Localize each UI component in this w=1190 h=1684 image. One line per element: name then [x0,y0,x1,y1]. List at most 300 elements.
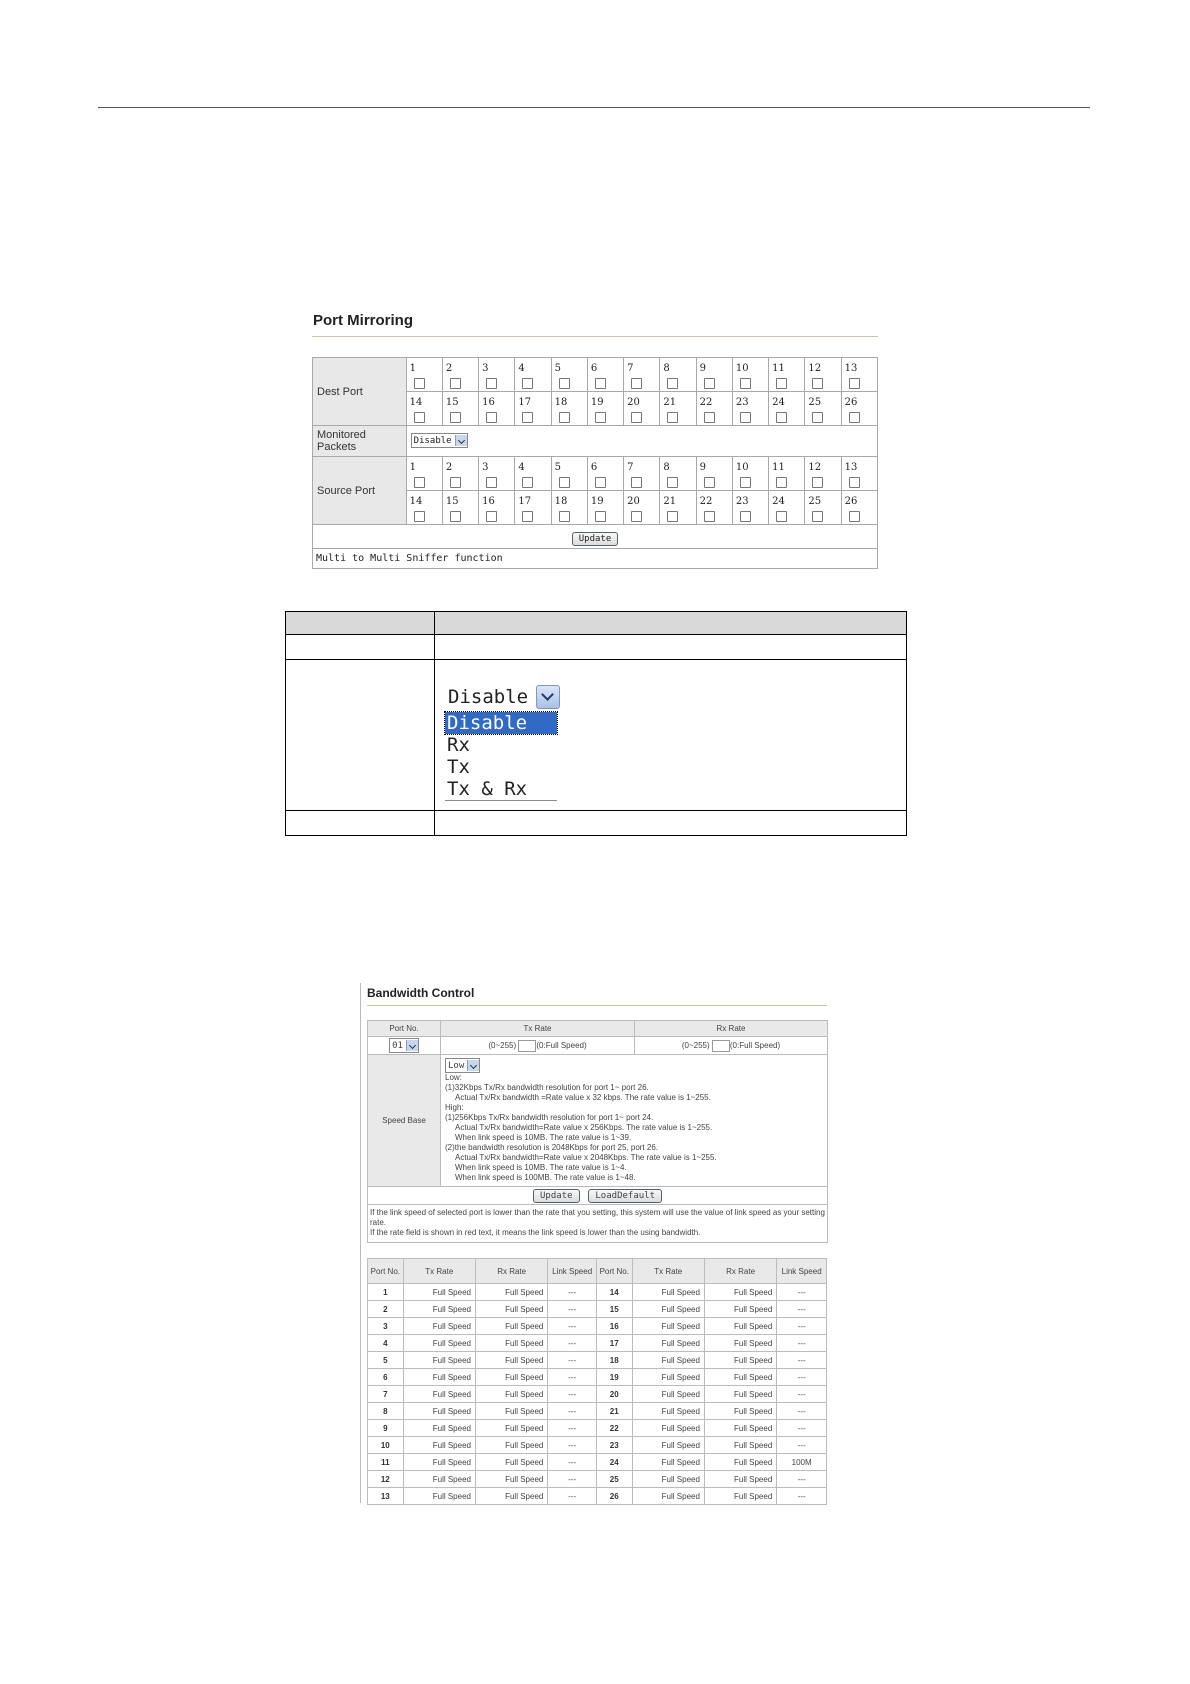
port-no-cell: 1 [368,1284,404,1301]
port-number: 24 [772,397,785,408]
port-cell [551,358,587,392]
port-number: 24 [772,496,785,507]
bandwidth-note [368,1205,828,1243]
port-cell [587,457,623,491]
speed-base-line: Actual Tx/Rx bandwidth=Rate value x 256Kbps. The rate value is 1~255. [455,1123,713,1132]
port-cell [660,358,696,392]
header-tx-rate: Tx Rate [441,1021,635,1037]
table-row [368,1369,827,1386]
port-cell [515,457,551,491]
page-header-rule [98,107,1090,108]
link-speed-cell: --- [777,1488,827,1505]
rate-cell: Full Speed [632,1352,704,1369]
port-number: 17 [518,496,532,507]
port-number: 9 [699,363,707,374]
rate-cell: Full Speed [632,1488,704,1505]
source-port-label: Source Port [313,457,407,525]
port-mirroring-panel [312,312,878,569]
port-number: 12 [808,363,822,374]
port-cell [805,457,841,491]
port-row [313,358,878,392]
port-cell [696,392,732,426]
port-mirroring-title: Port Mirroring [313,312,413,329]
source-port-checkbox[interactable] [595,477,606,488]
port-number: 6 [590,462,598,473]
rx-rate-input[interactable] [712,1040,730,1052]
link-speed-cell: --- [777,1318,827,1335]
dest-port-checkbox[interactable] [631,378,642,389]
port-number: 12 [808,462,822,473]
port-number: 15 [445,397,459,408]
rate-cell: Full Speed [632,1471,704,1488]
rate-cell: Full Speed [475,1471,547,1488]
port-number: 9 [699,462,707,473]
port-cell [587,491,623,525]
table-row [368,1318,827,1335]
source-port-checkbox[interactable] [667,477,678,488]
rate-cell: Full Speed [475,1284,547,1301]
table-row [368,1471,827,1488]
port-cell [696,457,732,491]
link-speed-cell: --- [548,1454,597,1471]
port-no-cell: 13 [368,1488,404,1505]
port-number: 21 [663,496,677,507]
port-cell [442,392,478,426]
rate-cell: Full Speed [704,1386,776,1403]
port-no-cell: 22 [596,1420,632,1437]
port-cell [624,457,660,491]
source-port-checkbox[interactable] [631,511,642,522]
rate-cell: Full Speed [704,1437,776,1454]
source-port-checkbox[interactable] [740,511,751,522]
rate-cell: Full Speed [632,1335,704,1352]
port-no-cell: 2 [368,1301,404,1318]
port-number: 18 [554,496,568,507]
port-number: 16 [482,397,495,408]
link-speed-cell: --- [548,1318,597,1335]
port-no-cell: 24 [596,1454,632,1471]
source-port-checkbox[interactable] [414,511,425,522]
source-port-checkbox[interactable] [631,477,642,488]
chevron-down-icon[interactable] [536,685,560,709]
port-cell [406,392,442,426]
stats-header: Link Speed [777,1259,827,1284]
source-port-checkbox[interactable] [450,511,461,522]
bandwidth-control-title: Bandwidth Control [367,986,475,1000]
speed-base-label: Speed Base [368,1055,441,1187]
speed-base-line: Low: [445,1073,462,1082]
link-speed-cell: --- [548,1335,597,1352]
speed-base-line: Actual Tx/Rx bandwidth=Rate value x 2048Kbps. The rate value is 1~255. [455,1153,717,1162]
dest-port-checkbox[interactable] [812,378,823,389]
rate-cell: Full Speed [704,1318,776,1335]
dest-port-checkbox[interactable] [450,378,461,389]
title-rule [312,336,878,337]
source-port-checkbox[interactable] [522,477,533,488]
link-speed-cell: --- [548,1420,597,1437]
port-number: 7 [627,363,634,374]
dest-port-checkbox[interactable] [776,378,787,389]
port-number: 6 [590,363,598,374]
rate-cell: Full Speed [475,1352,547,1369]
dest-port-checkbox[interactable] [667,378,678,389]
port-no-cell: 17 [596,1335,632,1352]
stats-header: Port No. [368,1259,404,1284]
rate-cell: Full Speed [403,1318,475,1335]
port-number: 4 [518,462,525,473]
port-number: 4 [518,363,525,374]
port-cell [587,358,623,392]
table-row [368,1403,827,1420]
port-no-cell: 6 [368,1369,404,1386]
link-speed-cell: --- [548,1471,597,1488]
dest-port-checkbox[interactable] [776,412,787,423]
link-speed-cell: --- [548,1369,597,1386]
port-number: 2 [445,363,453,374]
dropdown-options [445,712,557,801]
rate-cell: Full Speed [704,1420,776,1437]
chevron-down-icon [467,1060,479,1071]
table-row [368,1437,827,1454]
port-number: 1 [409,363,417,374]
port-number: 17 [518,397,532,408]
port-cell [841,457,877,491]
rate-cell: Full Speed [403,1386,475,1403]
dest-port-checkbox[interactable] [740,412,751,423]
port-no-cell: 7 [368,1386,404,1403]
load-default-button[interactable]: LoadDefault [588,1189,662,1203]
link-speed-cell: --- [548,1284,597,1301]
port-cell [479,457,515,491]
dest-port-checkbox[interactable] [704,378,715,389]
port-number: 11 [772,462,785,473]
rate-cell: Full Speed [403,1403,475,1420]
port-select[interactable]: 01 [389,1038,419,1053]
link-speed-cell: --- [548,1437,597,1454]
dest-port-checkbox[interactable] [414,378,425,389]
port-row [313,457,878,491]
link-speed-cell: --- [777,1420,827,1437]
rate-cell: Full Speed [704,1352,776,1369]
port-cell [660,491,696,525]
link-speed-cell: --- [548,1352,597,1369]
stats-header: Rx Rate [704,1259,776,1284]
monitored-packets-row [313,426,878,457]
rate-cell: Full Speed [403,1437,475,1454]
port-number: 11 [772,363,785,374]
rate-cell: Full Speed [403,1301,475,1318]
link-speed-cell: --- [777,1403,827,1420]
table-row [368,1284,827,1301]
port-no-cell: 3 [368,1318,404,1335]
stats-header: Tx Rate [403,1259,475,1284]
port-number: 13 [844,462,858,473]
dropdown-option[interactable]: Tx [447,756,470,778]
speed-base-line: (2)the bandwidth resolution is 2048Kbps for port 25, port 26. [445,1143,659,1152]
bandwidth-status-table [367,1258,827,1505]
port-number: 16 [482,496,495,507]
rate-cell: Full Speed [704,1471,776,1488]
port-cell [769,392,805,426]
rate-cell: Full Speed [403,1454,475,1471]
dest-port-checkbox[interactable] [849,412,860,423]
port-no-cell: 9 [368,1420,404,1437]
source-port-checkbox[interactable] [849,477,860,488]
rate-cell: Full Speed [475,1420,547,1437]
dest-port-checkbox[interactable] [414,412,425,423]
link-speed-cell: --- [777,1369,827,1386]
port-number: 19 [590,496,604,507]
port-no-cell: 19 [596,1369,632,1386]
source-port-checkbox[interactable] [559,511,570,522]
rate-cell: Full Speed [704,1454,776,1471]
rate-cell: Full Speed [632,1318,704,1335]
link-speed-cell: --- [548,1403,597,1420]
link-speed-cell: --- [777,1386,827,1403]
tx-rate-input[interactable] [518,1040,536,1052]
port-cell [442,457,478,491]
port-cell [696,358,732,392]
source-port-checkbox[interactable] [667,511,678,522]
port-number: 23 [735,496,749,507]
port-number: 3 [482,363,489,374]
dropdown-option[interactable]: Rx [447,734,470,756]
port-number: 26 [844,496,858,507]
port-number: 25 [808,397,822,408]
port-number: 19 [590,397,604,408]
port-number: 1 [409,462,417,473]
link-speed-cell: --- [777,1352,827,1369]
rate-cell: Full Speed [632,1369,704,1386]
update-button[interactable]: Update [533,1189,580,1203]
port-number: 14 [409,397,423,408]
source-port-checkbox[interactable] [450,477,461,488]
rate-cell: Full Speed [704,1301,776,1318]
source-port-checkbox[interactable] [704,511,715,522]
link-speed-cell: --- [777,1284,827,1301]
port-no-cell: 14 [596,1284,632,1301]
port-cell [551,392,587,426]
dest-port-checkbox[interactable] [740,378,751,389]
port-cell [732,457,768,491]
bandwidth-control-panel [360,983,828,1503]
sniffer-function-text: Multi to Multi Sniffer function [313,549,878,569]
port-no-cell: 12 [368,1471,404,1488]
link-speed-cell: --- [777,1437,827,1454]
port-cell [406,491,442,525]
source-port-checkbox[interactable] [414,477,425,488]
table-row [368,1420,827,1437]
port-cell [660,392,696,426]
rate-cell: Full Speed [403,1488,475,1505]
rate-cell: Full Speed [403,1369,475,1386]
port-cell [515,358,551,392]
dest-port-checkbox[interactable] [559,412,570,423]
port-cell [515,491,551,525]
monitored-packets-label: Monitored Packets [313,426,407,457]
source-port-checkbox[interactable] [812,511,823,522]
note-line: If the rate field is shown in red text, it means the link speed is lower than the using bandwidth. [370,1228,701,1237]
link-speed-cell: --- [777,1335,827,1352]
port-cell [406,358,442,392]
chevron-down-icon [406,1040,418,1051]
source-port-checkbox[interactable] [812,477,823,488]
rate-cell: Full Speed [704,1488,776,1505]
update-button[interactable]: Update [572,532,619,546]
description-table [285,611,907,836]
link-speed-cell: --- [777,1301,827,1318]
port-cell [841,358,877,392]
dest-port-checkbox[interactable] [486,412,497,423]
speed-base-line: Actual Tx/Rx bandwidth =Rate value x 32 kbps. The rate value is 1~255. [455,1093,711,1102]
speed-base-select[interactable]: Low [445,1058,480,1073]
link-speed-cell: --- [548,1488,597,1505]
rate-cell: Full Speed [632,1301,704,1318]
source-port-checkbox[interactable] [486,511,497,522]
port-number: 25 [808,496,822,507]
rate-cell: Full Speed [632,1403,704,1420]
port-cell [769,457,805,491]
rate-cell: Full Speed [704,1284,776,1301]
port-cell [841,392,877,426]
port-cell [551,457,587,491]
source-port-checkbox[interactable] [559,477,570,488]
port-no-cell: 18 [596,1352,632,1369]
header-rx-rate: Rx Rate [635,1021,828,1037]
dest-port-checkbox[interactable] [631,412,642,423]
stats-header-row [368,1259,827,1284]
port-number: 14 [409,496,423,507]
port-cell [841,491,877,525]
chevron-down-icon [455,435,467,446]
source-port-checkbox[interactable] [849,511,860,522]
rate-cell: Full Speed [475,1386,547,1403]
port-number: 21 [663,397,677,408]
link-speed-cell: --- [548,1386,597,1403]
port-cell [732,358,768,392]
port-no-cell: 5 [368,1352,404,1369]
table-row [368,1301,827,1318]
port-no-cell: 15 [596,1301,632,1318]
port-no-cell: 4 [368,1335,404,1352]
rate-cell: Full Speed [475,1335,547,1352]
speed-base-line: When link speed is 10MB. The rate value is 1~39. [455,1133,632,1142]
stats-header: Link Speed [548,1259,597,1284]
source-port-checkbox[interactable] [704,477,715,488]
link-speed-cell: 100M [777,1454,827,1471]
dest-port-checkbox[interactable] [667,412,678,423]
port-number: 8 [663,462,670,473]
rate-cell: Full Speed [632,1420,704,1437]
dropdown-option[interactable]: Disable [445,712,557,734]
dest-port-checkbox[interactable] [450,412,461,423]
stats-header: Port No. [596,1259,632,1284]
dest-port-checkbox[interactable] [559,378,570,389]
port-cell [732,392,768,426]
port-mirroring-table [312,357,878,569]
port-cell [479,392,515,426]
rate-cell: Full Speed [632,1454,704,1471]
port-number: 22 [699,496,713,507]
dest-port-checkbox[interactable] [595,412,606,423]
port-number: 18 [554,397,568,408]
dest-port-checkbox[interactable] [812,412,823,423]
note-line: If the link speed of selected port is lower than the rate that you setting, this system will use the value of link speed as your setting rate. [370,1208,825,1227]
port-number: 26 [844,397,858,408]
port-number: 15 [445,496,459,507]
speed-base-line: (1)256Kbps Tx/Rx bandwidth resolution for port 1~ port 24. [445,1113,654,1122]
header-port-no: Port No. [368,1021,441,1037]
dest-port-checkbox[interactable] [595,378,606,389]
dropdown-selected-value: Disable [448,686,529,708]
speed-base-line: (1)32Kbps Tx/Rx bandwidth resolution for port 1~ port 26. [445,1083,649,1092]
rate-cell: Full Speed [704,1335,776,1352]
port-cell [805,358,841,392]
port-no-cell: 26 [596,1488,632,1505]
table-row [368,1335,827,1352]
port-number: 2 [445,462,453,473]
rate-cell: Full Speed [403,1352,475,1369]
source-port-checkbox[interactable] [776,477,787,488]
source-port-checkbox[interactable] [486,477,497,488]
port-number: 22 [699,397,713,408]
table-row [368,1386,827,1403]
dest-port-label: Dest Port [313,358,407,426]
port-cell [442,491,478,525]
port-cell [732,491,768,525]
port-cell [660,457,696,491]
port-cell [624,358,660,392]
dest-port-checkbox[interactable] [522,378,533,389]
rate-cell: Full Speed [704,1369,776,1386]
rate-cell: Full Speed [475,1301,547,1318]
port-no-cell: 16 [596,1318,632,1335]
dest-port-checkbox[interactable] [522,412,533,423]
rate-cell: Full Speed [403,1335,475,1352]
source-port-checkbox[interactable] [776,511,787,522]
port-no-cell: 25 [596,1471,632,1488]
source-port-checkbox[interactable] [595,511,606,522]
rate-cell: Full Speed [403,1420,475,1437]
dest-port-checkbox[interactable] [486,378,497,389]
port-number: 10 [735,363,749,374]
dest-port-checkbox[interactable] [704,412,715,423]
port-number: 5 [554,462,562,473]
port-number: 8 [663,363,670,374]
port-no-cell: 8 [368,1403,404,1420]
dropdown-closed[interactable] [445,684,906,710]
rate-cell: Full Speed [475,1454,547,1471]
table-row [368,1488,827,1505]
source-port-checkbox[interactable] [740,477,751,488]
monitored-packets-select[interactable]: Disable [411,433,468,448]
port-no-cell: 10 [368,1437,404,1454]
monitored-packets-dropdown[interactable] [445,684,906,801]
source-port-checkbox[interactable] [522,511,533,522]
port-number: 10 [735,462,749,473]
port-number: 5 [554,363,562,374]
port-no-cell: 11 [368,1454,404,1471]
speed-base-line: High: [445,1103,464,1112]
stats-header: Rx Rate [475,1259,547,1284]
rate-cell: Full Speed [475,1488,547,1505]
port-number: 23 [735,397,749,408]
port-cell [696,491,732,525]
dropdown-option[interactable]: Tx & Rx [447,778,528,800]
link-speed-cell: --- [548,1301,597,1318]
dest-port-checkbox[interactable] [849,378,860,389]
bandwidth-config-table: Port No. Tx Rate Rx Rate 01 (0~255) (0:Full Speed) (0~255) (0:Full Speed) Speed Base Low Low: (1)32Kbps Tx/Rx bandwidth resolution for port 1~ port 26. Actual Tx/Rx bandwidth =Rate value x 32 kbps. The rate value is 1~255. High: (1)256Kbps Tx/Rx bandwidth resolution for port 1~ port 24. Actual Tx/Rx bandwidth=Rate value x 256Kbps. The rate value is 1~255. When link speed is 10MB. The rate value is 1~39. (2)the bandwidth resolution is 2048Kbps for port 25, port 26. Actual Tx/Rx bandwidth=Rate value x 2048Kbps. The rate value is 1~255. When link speed is 10MB. The rate value is 1~4. When link speed is 100MB. The rate value is 1~48. Update LoadDefault If the link speed of selected port is lower than the rate that you setting, this system will use the value of link speed as your setting rate. If the rate field is shown in red text, it means the link speed is lower than the using bandwidth. [367,1020,828,1243]
